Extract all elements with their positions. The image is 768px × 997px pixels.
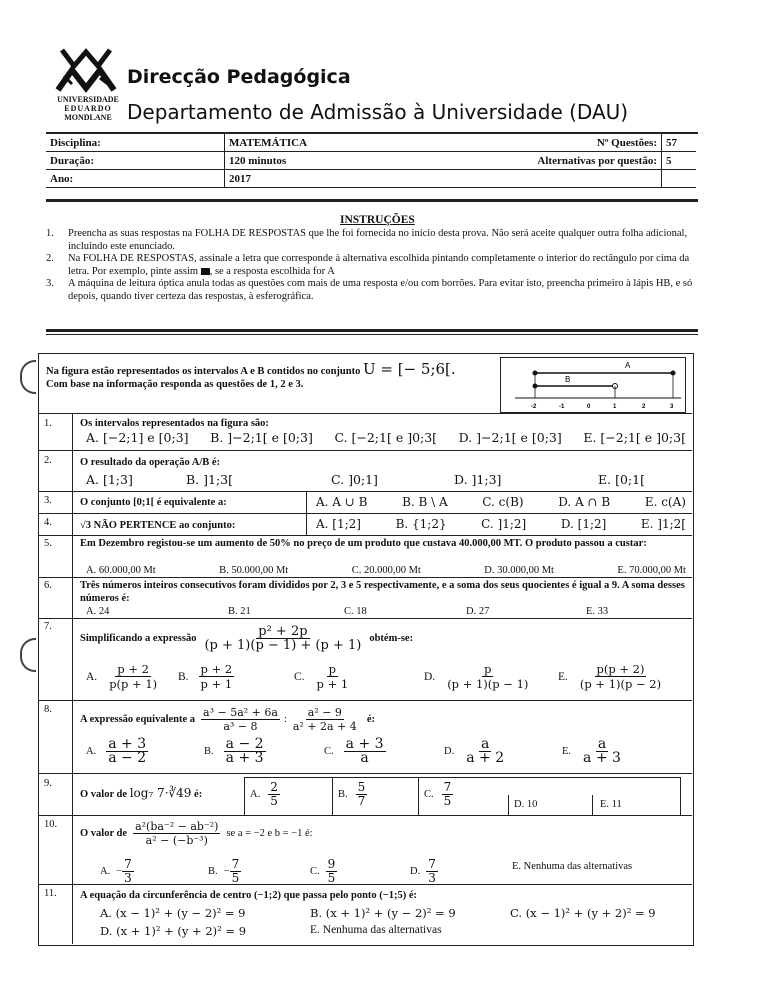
option-a[interactable]: A. A ∪ B xyxy=(316,495,368,509)
option-c[interactable]: C. 20.000,00 Mt xyxy=(351,565,421,576)
option-a[interactable]: A. $\frac{p + 2}{p(p + 1)}$ xyxy=(86,662,158,691)
intro-text: Na figura estão representados os intervalos A e B contidos no conjunto U = [− 5;6[. Com base na informação responda as questões de 1, 2 e 3. xyxy=(46,363,486,391)
option-c[interactable]: C. (x − 1)² + (y + 2)² = 9 xyxy=(510,906,656,920)
question-7-expression: $\frac{\text{p² + 2p}}{(p + 1)(p - 1) + (p + 1)}$ xyxy=(204,624,362,653)
instructions-list xyxy=(46,228,694,303)
option-c[interactable]: C. $\frac{a + 3}{a}$ xyxy=(324,736,384,766)
tick-label: -1 xyxy=(559,404,565,410)
duracao-value: 120 minutos xyxy=(225,152,434,170)
alt-label: Alternativas por questão: xyxy=(433,152,662,170)
option-d[interactable]: D. $\frac{a}{a + 2}$ xyxy=(444,736,505,766)
instruction-text: Na FOLHA DE RESPOSTAS, assinale a letra que corresponde à alternativa escolhida pintando completamente o interior do rectângulo por cima da letra. Por exemplo, pinte assim , se a resposta escolhida for A xyxy=(68,253,690,277)
option-a[interactable]: A. [−2;1] e [0;3] xyxy=(86,430,189,445)
tick-label: 3 xyxy=(670,404,674,410)
question-number: 6. xyxy=(44,580,52,591)
header-title-2: Departamento de Admissão à Universidade (DAU) xyxy=(127,100,629,124)
option-d[interactable]: D. $\frac{p}{(p + 1)(p - 1)}$ xyxy=(424,662,529,691)
option-d[interactable]: D. (x + 1)² + (y + 2)² = 9 xyxy=(100,924,247,938)
binder-hole xyxy=(20,360,36,394)
option-e[interactable]: E. [0;1[ xyxy=(598,472,645,487)
option-d[interactable]: D. 10 xyxy=(514,799,538,810)
question-number: 2. xyxy=(44,455,52,466)
duracao-label: Duração: xyxy=(46,152,225,170)
disciplina-label: Disciplina: xyxy=(46,134,225,152)
option-d[interactable]: D. ]−2;1[ e [0;3] xyxy=(458,430,562,445)
university-line: MONDLANE xyxy=(64,113,112,122)
question-number: 9. xyxy=(44,778,52,789)
university-line: EDUARDO xyxy=(64,104,112,113)
question-11-text: A equação da circunferência de centro (−1;2) que passa pelo ponto (−1;5) é: xyxy=(80,890,418,901)
header-title-1: Direcção Pedagógica xyxy=(127,66,351,88)
logo-emblem-icon xyxy=(54,44,120,96)
binder-hole xyxy=(20,638,36,672)
question-2-text: O resultado da operação A/B é: xyxy=(80,457,221,468)
option-e[interactable]: E. 11 xyxy=(600,799,622,810)
option-a[interactable]: A. 60.000,00 Mt xyxy=(86,565,156,576)
option-d[interactable]: D. A ∩ B xyxy=(558,495,611,509)
instruction-text: Preencha as suas respostas na FOLHA DE RESPOSTAS que lhe foi fornecida no início desta prova. Não será aceite qualquer outra folha adicional, incluindo este enunciado. xyxy=(68,228,688,252)
option-d[interactable]: D. [1;2] xyxy=(560,517,607,531)
university-line: UNIVERSIDADE xyxy=(57,95,119,104)
option-a[interactable]: A. − $\frac{7}{3}$ xyxy=(100,857,132,885)
option-c[interactable]: C. 18 xyxy=(344,606,367,617)
option-b[interactable]: B. (x + 1)² + (y − 2)² = 9 xyxy=(310,906,456,920)
instruction-item xyxy=(46,253,694,278)
question-number: 4. xyxy=(44,517,52,528)
universe-set: U = [− 5;6[. xyxy=(362,360,456,378)
option-a[interactable]: A. $\frac{a + 3}{a - 2}$ xyxy=(86,736,147,766)
instruction-number: 2. xyxy=(46,253,54,264)
question-number: 7. xyxy=(44,621,52,632)
option-e[interactable]: E. Nenhuma das alternativas xyxy=(512,861,633,872)
question-1-text: Os intervalos representados na figura são: xyxy=(80,418,269,429)
option-d[interactable]: D. 30.000,00 Mt xyxy=(484,565,554,576)
option-b[interactable]: B. $\frac{a - 2}{a + 3}$ xyxy=(204,736,264,766)
tick-label: 1 xyxy=(613,404,617,410)
option-e[interactable]: E. Nenhuma das alternativas xyxy=(310,924,442,936)
option-a[interactable]: A. (x − 1)² + (y − 2)² = 9 xyxy=(100,906,246,920)
question-number: 8. xyxy=(44,704,52,715)
label-b: B xyxy=(565,375,571,384)
option-b[interactable]: B. − $\frac{7}{5}$ xyxy=(208,857,240,885)
option-a[interactable]: A. 24 xyxy=(86,606,110,617)
question-6-text: Três números inteiros consecutivos foram divididos por 2, 3 e 5 respectivamente, e a soma dos seus quocientes é igual a 9. A soma desses números é: xyxy=(80,580,685,604)
nq-value: 57 xyxy=(662,134,697,152)
option-e[interactable]: E. $\frac{a}{a + 3}$ xyxy=(562,736,621,766)
intro-line-2: Com base na informação responda as questões de 1, 2 e 3. xyxy=(46,379,304,390)
question-9-expression: log₇ 7·∛49 xyxy=(129,786,192,800)
option-b[interactable]: B. 50.000,00 Mt xyxy=(219,565,289,576)
option-b[interactable]: B. ]−2;1[ e [0;3] xyxy=(210,430,313,445)
instruction-number: 3. xyxy=(46,278,54,289)
tick-label: -2 xyxy=(531,404,537,410)
question-3-options xyxy=(316,495,686,509)
option-c[interactable]: C. $\frac{9}{5}$ xyxy=(310,857,336,885)
option-e[interactable]: E. 70.000,00 Mt xyxy=(617,565,686,576)
option-c[interactable]: C. $\frac{p}{p + 1}$ xyxy=(294,662,349,691)
ano-value: 2017 xyxy=(225,170,434,188)
question-number: 5. xyxy=(44,538,52,549)
nq-label: Nº Questões: xyxy=(433,134,662,152)
question-5-options xyxy=(86,564,686,577)
option-c[interactable]: C. [−2;1[ e ]0;3[ xyxy=(334,430,438,445)
interval-figure xyxy=(500,357,686,413)
option-d[interactable]: D. $\frac{7}{3}$ xyxy=(410,857,436,885)
option-d[interactable]: D. 27 xyxy=(466,606,490,617)
question-number: 11. xyxy=(44,888,57,899)
option-b[interactable]: B. ]1;3[ xyxy=(186,472,234,487)
option-c[interactable]: C. c(B) xyxy=(482,495,524,509)
question-1-options xyxy=(86,430,686,445)
question-7-text: Simplificando a expressão $\frac{\text{p² + 2p}}{(p + 1)(p - 1) + (p + 1)}$ obtém-se: xyxy=(80,624,414,653)
option-e[interactable]: E. ]1;2[ xyxy=(640,517,686,531)
label-a: A xyxy=(625,361,631,370)
option-b[interactable]: B. $\frac{p + 2}{p + 1}$ xyxy=(178,662,233,691)
tick-label: 0 xyxy=(587,404,591,410)
option-b[interactable]: B. $\frac{5}{7}$ xyxy=(338,780,366,808)
question-number: 10. xyxy=(44,819,58,830)
option-c[interactable]: C. ]1;2] xyxy=(481,517,527,531)
instruction-number: 1. xyxy=(46,228,54,239)
ano-label: Ano: xyxy=(46,170,225,188)
question-number: 1. xyxy=(44,418,52,429)
option-c[interactable]: C. ]0;1] xyxy=(331,472,378,487)
option-a[interactable]: A. [1;2] xyxy=(316,517,361,531)
tick-label: 2 xyxy=(642,404,646,410)
filled-box-icon xyxy=(201,268,210,275)
university-name xyxy=(52,95,124,122)
instruction-item xyxy=(46,278,694,303)
option-d[interactable]: D. ]1;3] xyxy=(454,472,502,487)
option-e[interactable]: E. [−2;1[ e ]0;3[ xyxy=(583,430,686,445)
question-8-text: A expressão equivalente a $\frac{\text{a³ − 5a² + 6a}}{\text{a³ − 8}}$ : $\frac{\text{a² − 9}}{\text{a² + 2a + 4}}$ é: xyxy=(80,706,375,733)
instructions-title: INSTRUÇÕES xyxy=(340,214,415,226)
exam-info-table xyxy=(46,134,696,188)
question-number: 3. xyxy=(44,495,52,506)
option-c[interactable]: C. $\frac{7}{5}$ xyxy=(424,780,452,808)
option-e[interactable]: E. $\frac{p(p + 2)}{(p + 1)(p - 2)}$ xyxy=(558,662,662,691)
option-a[interactable]: A. [1;3] xyxy=(86,472,133,487)
instruction-text: A máquina de leitura óptica anula todas as questões com mais de uma resposta e/ou com borrões. Para evitar isto, preencha primeiro à lápis HB, e só depois, quando tiver certeza das respostas, à esferográfica. xyxy=(68,278,693,302)
question-10-text: O valor de $\frac{\text{a²(ba⁻² − ab⁻²)}}{\text{a² − (−b⁻³)}}$ se a = −2 e b = −1 é: xyxy=(80,820,313,847)
option-a[interactable]: A. $\frac{2}{5}$ xyxy=(250,780,278,808)
question-4-text: √3 NÃO PERTENCE ao conjunto: xyxy=(80,520,236,531)
option-b[interactable]: B. {1;2} xyxy=(395,517,447,531)
question-4-options xyxy=(316,517,686,531)
alt-value: 5 xyxy=(662,152,697,170)
option-b[interactable]: B. 21 xyxy=(228,606,251,617)
disciplina-value: MATEMÁTICA xyxy=(225,134,434,152)
instruction-item xyxy=(46,228,694,253)
question-3-text: O conjunto [0;1[ é equivalente a: xyxy=(80,497,227,508)
option-e[interactable]: E. 33 xyxy=(586,606,609,617)
question-9-text: O valor de log₇ 7·∛49 é: xyxy=(80,786,203,800)
university-logo xyxy=(54,44,120,96)
question-5-text: Em Dezembro registou-se um aumento de 50% no preço de um produto que custava 40.000,00 MT. O produto passou a custar: xyxy=(80,538,647,549)
option-b[interactable]: B. B \ A xyxy=(402,495,448,509)
option-e[interactable]: E. c(A) xyxy=(644,495,686,509)
